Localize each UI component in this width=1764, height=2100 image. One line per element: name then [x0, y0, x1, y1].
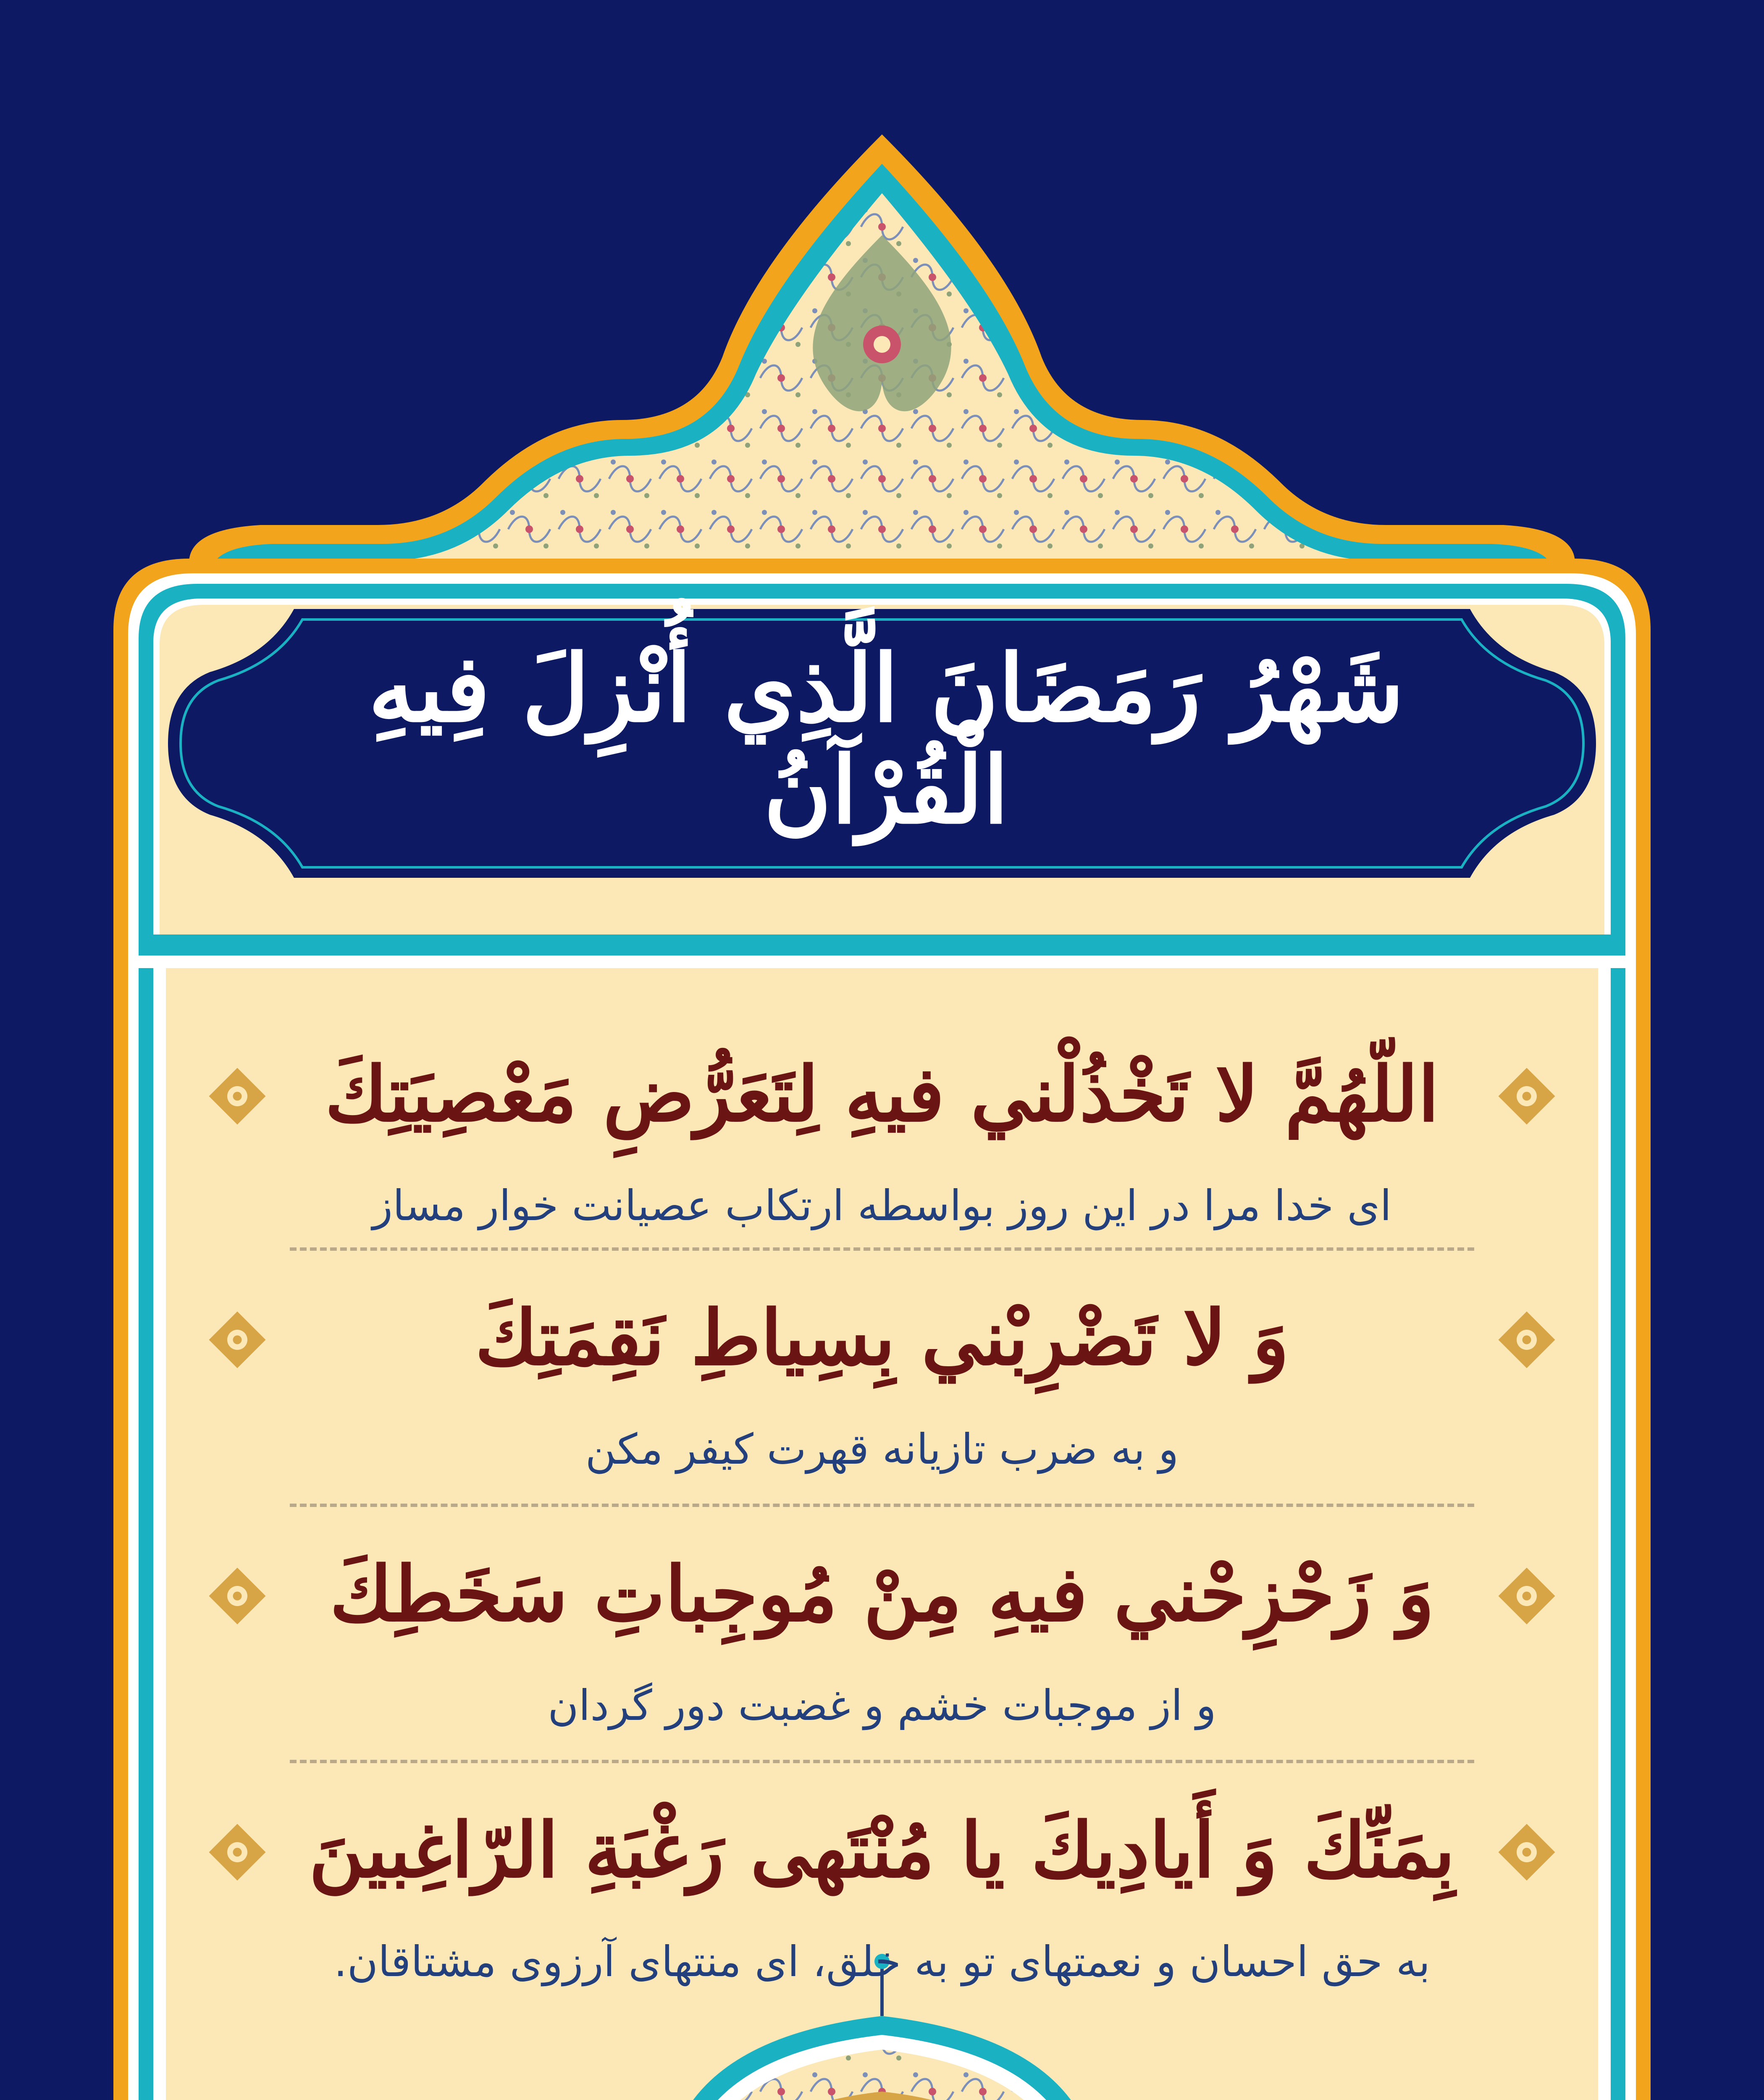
diamond-ornament-icon: [206, 1564, 269, 1628]
diamond-ornament-icon: [206, 1308, 269, 1371]
arabic-verse: بِمَنِّكَ وَ أَيادِيكَ يا مُنْتَهى رَغْبَةِ الرّاغِبينَ: [309, 1806, 1455, 1895]
persian-translation: به حق احسان و نعمتهای تو به خلق، ای منتهای آرزوی مشتاقان.: [333, 1937, 1431, 1986]
verse-row: [189, 1268, 1575, 1504]
verse-row: [189, 1525, 1575, 1760]
dashed-divider: [290, 1247, 1474, 1251]
verse-row: [189, 1025, 1575, 1260]
diamond-ornament-icon: [206, 1821, 269, 1884]
arabic-verse: وَ لا تَضْرِبْني بِسِياطِ نَقِمَتِكَ: [475, 1293, 1289, 1382]
persian-translation: و به ضرب تازیانه قهرت کیفر مکن: [585, 1424, 1179, 1474]
banner-calligraphy: شَهْرُ رَمَضَانَ الَّذِي أُنْزِلَ فِيهِ الْقُرْآنُ: [368, 634, 1404, 844]
verse-row: [189, 1781, 1575, 2016]
arabic-verse: اللّهُمَّ لا تَخْذُلْني فيهِ لِتَعَرُّضِ مَعْصِيَتِكَ: [325, 1050, 1439, 1139]
arabic-verse: وَ زَحْزِحْني فيهِ مِنْ مُوجِباتِ سَخَطِكَ: [330, 1549, 1434, 1638]
diamond-ornament-icon: [206, 1065, 269, 1128]
crown-ornament: [189, 134, 1575, 588]
persian-translation: و از موجبات خشم و غضبت دور گردان: [548, 1680, 1216, 1730]
diamond-ornament-icon: [1495, 1065, 1558, 1128]
diamond-ornament-icon: [1495, 1308, 1558, 1371]
dashed-divider: [290, 1760, 1474, 1763]
persian-translation: ای خدا مرا در این روز بواسطه ارتکاب عصیانت خوار مساز: [372, 1181, 1392, 1230]
diamond-ornament-icon: [1495, 1821, 1558, 1884]
dashed-divider: [290, 1504, 1474, 1507]
diamond-ornament-icon: [1495, 1564, 1558, 1628]
